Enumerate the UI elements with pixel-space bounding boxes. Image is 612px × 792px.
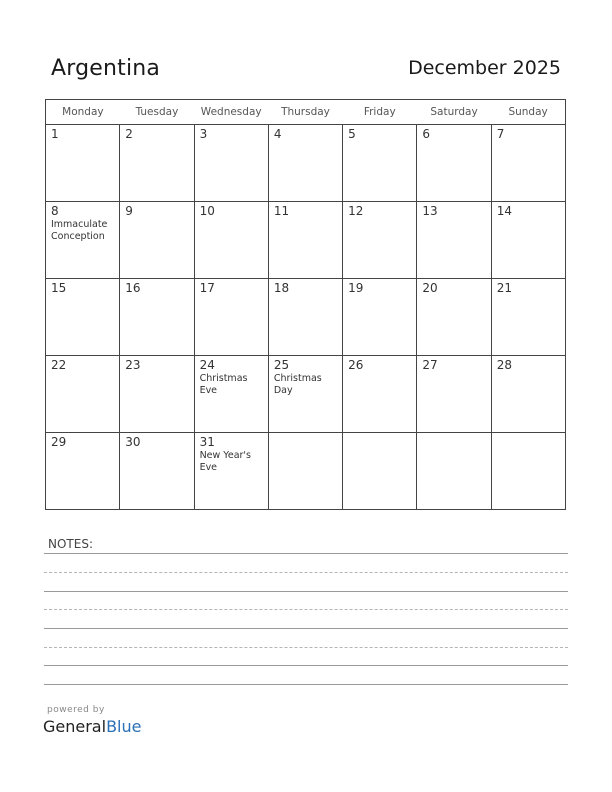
day-number: 13 <box>422 204 438 218</box>
day-number: 27 <box>422 358 438 372</box>
day-cell <box>46 356 120 433</box>
day-cell <box>268 279 342 356</box>
weekday-tuesday: Tuesday <box>120 100 194 125</box>
day-number: 3 <box>199 127 208 141</box>
day-cell <box>268 125 342 202</box>
day-cell <box>120 202 194 279</box>
day-number: 10 <box>199 204 215 218</box>
weekday-sunday: Sunday <box>491 100 565 125</box>
day-cell <box>120 279 194 356</box>
holiday-label: Christmas Eve <box>199 373 248 396</box>
week-row <box>46 202 566 279</box>
brand-logo <box>43 717 141 736</box>
day-cell <box>120 433 194 510</box>
day-cell <box>194 356 268 433</box>
day-number: 29 <box>51 435 67 449</box>
day-cell <box>120 125 194 202</box>
empty-day-cell <box>417 433 491 510</box>
notes-line <box>44 553 568 554</box>
notes-label: NOTES: <box>48 537 93 551</box>
day-cell <box>491 202 565 279</box>
weekday-wednesday: Wednesday <box>194 100 268 125</box>
day-number: 26 <box>348 358 364 372</box>
weekday-saturday: Saturday <box>417 100 491 125</box>
day-number: 21 <box>496 281 512 295</box>
day-cell <box>343 202 417 279</box>
day-number: 28 <box>496 358 512 372</box>
day-number: 23 <box>125 358 141 372</box>
day-cell <box>491 279 565 356</box>
day-number: 2 <box>125 127 133 141</box>
week-row <box>46 433 566 510</box>
notes-line <box>44 628 568 629</box>
notes-line <box>44 665 568 666</box>
day-cell <box>417 279 491 356</box>
day-number: 19 <box>348 281 364 295</box>
day-cell <box>343 279 417 356</box>
empty-day-cell <box>343 433 417 510</box>
notes-line <box>44 609 568 610</box>
brand-part-blue: Blue <box>106 717 142 736</box>
holiday-label: New Year's Eve <box>199 450 251 473</box>
day-cell <box>417 125 491 202</box>
day-cell <box>417 202 491 279</box>
month-title: December 2025 <box>408 57 561 79</box>
country-title: Argentina <box>51 56 161 81</box>
notes-line <box>44 684 568 685</box>
day-cell <box>343 356 417 433</box>
empty-day-cell <box>491 433 565 510</box>
day-cell <box>268 356 342 433</box>
day-number: 15 <box>51 281 67 295</box>
day-number: 14 <box>496 204 512 218</box>
day-number: 16 <box>125 281 141 295</box>
day-number: 17 <box>199 281 215 295</box>
notes-line <box>44 647 568 648</box>
day-number: 1 <box>51 127 59 141</box>
day-cell <box>194 433 268 510</box>
day-number: 9 <box>125 204 133 218</box>
day-number: 6 <box>422 127 431 141</box>
day-number: 7 <box>496 127 505 141</box>
weekday-thursday: Thursday <box>268 100 342 125</box>
week-row <box>46 125 566 202</box>
day-number: 5 <box>348 127 356 141</box>
day-cell <box>194 279 268 356</box>
weekday-header-row <box>46 100 566 125</box>
weekday-monday: Monday <box>46 100 120 125</box>
day-number: 25 <box>273 358 290 372</box>
day-number: 31 <box>199 435 215 449</box>
day-cell <box>491 356 565 433</box>
day-cell <box>194 202 268 279</box>
day-number: 22 <box>51 358 67 372</box>
week-row <box>46 356 566 433</box>
day-cell <box>120 356 194 433</box>
day-cell <box>417 356 491 433</box>
day-number: 12 <box>348 204 364 218</box>
day-cell <box>194 125 268 202</box>
day-cell <box>46 125 120 202</box>
holiday-label: Christmas Day <box>273 373 322 396</box>
day-number: 30 <box>125 435 141 449</box>
day-cell <box>343 125 417 202</box>
day-cell <box>268 202 342 279</box>
day-number: 18 <box>273 281 290 295</box>
day-number: 11 <box>273 204 290 218</box>
weekday-friday: Friday <box>343 100 417 125</box>
day-cell <box>491 125 565 202</box>
day-number: 20 <box>422 281 438 295</box>
holiday-label: Immaculate Conception <box>51 219 108 242</box>
day-cell <box>46 279 120 356</box>
powered-by-text: powered by <box>47 705 105 715</box>
day-number: 8 <box>51 204 59 218</box>
empty-day-cell <box>268 433 342 510</box>
notes-line <box>44 572 568 573</box>
calendar-grid <box>45 99 566 510</box>
day-number: 4 <box>273 127 282 141</box>
day-number: 24 <box>199 358 215 372</box>
notes-line <box>44 591 568 592</box>
brand-part-general: General <box>43 717 107 736</box>
day-cell <box>46 202 120 279</box>
day-cell <box>46 433 120 510</box>
week-row <box>46 279 566 356</box>
